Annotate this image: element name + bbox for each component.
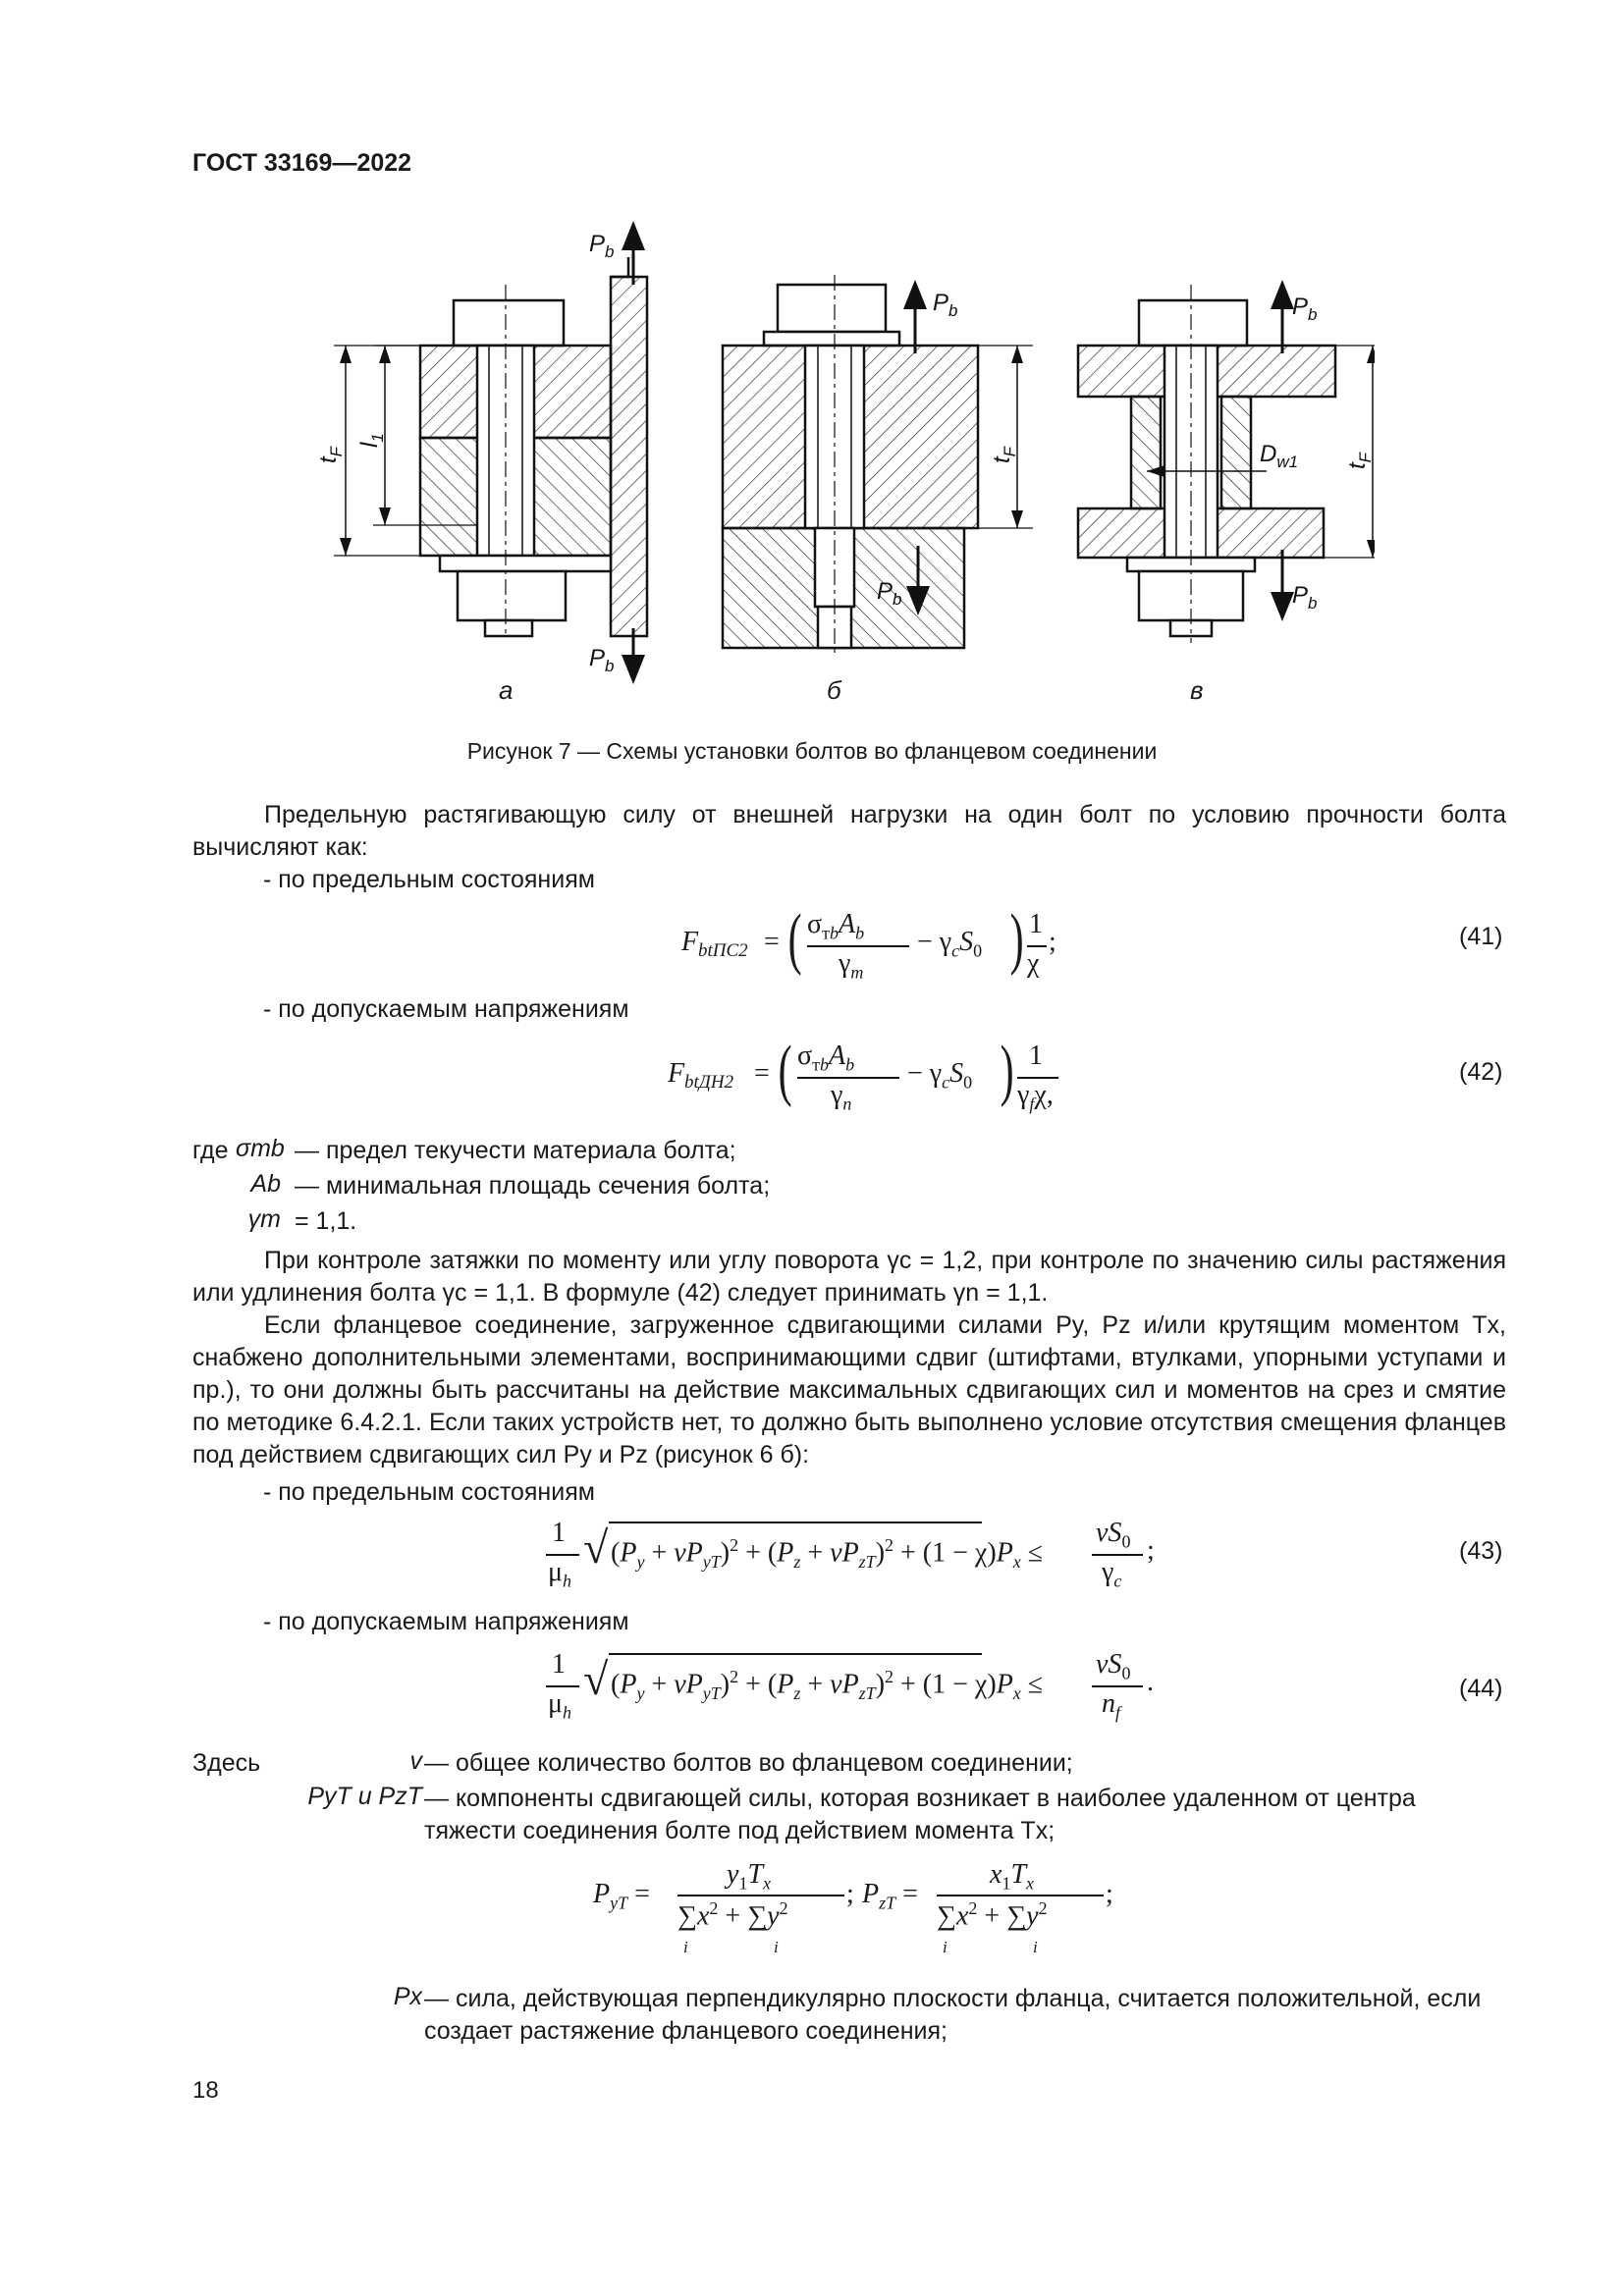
subfigure-label-v: в <box>1190 675 1204 705</box>
paragraph-shear: Если фланцевое соединение, загруженное сдвигающими силами Py, Pz и/или крутящим моментом Tx, снабжено дополнительными элементами, воспринимающими сдвиг (штифтами, втулками, упорными уступами и пр.), то они должны быть рассчитаны на действие максимальных сдвигающих сил и моментов на срез и смятие по методике 6.4.2.1. Если таких устройств нет, то должно быть выполнено условие отсутствия смещения фланцев под действием сдвигающих сил Py и Pz (рисунок 6 б): <box>192 1311 1506 1468</box>
label-pb-v-bottom: $P_b$ <box>1292 582 1318 613</box>
equation-42: F btДН2 = ( $\sigma_{тb}A_b$ $\gamma_n$ − $\gamma_cS_0$ ) 1 $\gamma_f\chi$, <box>668 1041 1060 1115</box>
label-tf-b: $t_F$ <box>989 446 1019 463</box>
where-sym-1: Ab <box>250 1170 281 1198</box>
subfigure-v <box>1078 285 1375 643</box>
equation-number-44: (44) <box>1459 1675 1503 1702</box>
here-text-0: — общее количество болтов во фланцевом соединении; <box>424 1749 1073 1777</box>
where-text-1: — минимальная площадь сечения болта; <box>295 1172 771 1200</box>
paragraph-intro: Предельную растягивающую силу от внешней нагрузки на один болт по условию прочности болта вычисляют как: <box>192 801 1506 861</box>
label-dw1: $D_{w1}$ <box>1260 441 1299 471</box>
equation-44: 1 $\mu_h$ √ $(P_y + vP_{yT})^2 + (P_z + vP_{zT})^2 + (1 - \chi)P_x$ ≤ $vS_0$ $n_f$ . <box>548 1649 1154 1723</box>
label-l1-a: $l_1$ <box>356 433 387 448</box>
equation-number-43: (43) <box>1459 1537 1503 1565</box>
list-item-limit-states-2: - по предельным состояниям <box>263 1478 595 1506</box>
label-tf-v: $t_F$ <box>1344 452 1375 469</box>
equation-number-42: (42) <box>1459 1058 1503 1086</box>
here-sym-0: v <box>409 1747 422 1775</box>
figure-bolt-schemes <box>295 221 1375 712</box>
label-pb-a-top: $P_b$ <box>589 231 615 261</box>
equation-number-41: (41) <box>1459 923 1503 950</box>
here-intro: Здесь <box>192 1749 261 1777</box>
label-pb-b-top: $P_b$ <box>933 290 958 320</box>
label-pb-a-bottom: $P_b$ <box>589 645 615 675</box>
equation-pyt-pzt: $P_{yT}$ = $y_1T_x$ $\sum x^2 + \sum y^2$ i i ; $P_{zT}$ = $x_1T_x$ $\sum x^2 + \sum y^2$ i i ; <box>593 1859 1113 1956</box>
where-intro: где <box>192 1137 229 1164</box>
label-pb-v-top: $P_b$ <box>1292 294 1318 324</box>
paragraph-tightening: При контроле затяжки по моменту или углу поворота γc = 1,2, при контроле по значению силы растяжения или удлинения болта γc = 1,1. В формуле (42) следует принимать γn = 1,1. <box>192 1247 1506 1307</box>
list-item-allowable-stress-2: - по допускаемым напряжениям <box>263 1608 629 1635</box>
here-text-2: — сила, действующая перпендикулярно плоскости фланца, считается положительной, если создает растяжение фланцевого соединения; <box>424 1985 1482 2045</box>
equation-41: F btПС2 = ( $\sigma_{тb}A_b$ $\gamma_m$ − $\gamma_cS_0$ ) 1 χ ; <box>681 901 1056 983</box>
equation-43: 1 $\mu_h$ √ $(P_y + vP_{yT})^2 + (P_z + vP_{zT})^2 + (1 - \chi)P_x$ ≤ $vS_0$ $\gamma_c$ ; <box>548 1518 1155 1591</box>
subfigure-a <box>334 236 647 669</box>
list-item-limit-states: - по предельным состояниям <box>263 866 595 893</box>
here-sym-2: Px <box>393 1983 422 2010</box>
document-header: ГОСТ 33169—2022 <box>192 149 412 177</box>
figure-caption: Рисунок 7 — Схемы установки болтов во фланцевом соединении <box>466 738 1158 764</box>
here-text-1: — компоненты сдвигающей силы, которая возникает в наиболее удаленном от центра тяжести соединения болте под действием момента Tx; <box>424 1785 1416 1844</box>
where-sym-2: γm <box>247 1205 281 1233</box>
where-sym-0: σтb <box>236 1135 285 1162</box>
subfigure-label-a: а <box>499 675 514 705</box>
page-number: 18 <box>192 2077 219 2104</box>
subfigure-label-b: б <box>827 675 841 705</box>
list-item-allowable-stress: - по допускаемым напряжениям <box>263 995 629 1023</box>
where-text-2: = 1,1. <box>295 1207 357 1235</box>
label-pb-b-bottom: $P_b$ <box>877 578 902 609</box>
where-text-0: — предел текучести материала болта; <box>295 1137 736 1164</box>
label-tf-a: $t_F$ <box>315 446 346 463</box>
here-sym-1: PyT и PzT <box>307 1783 422 1810</box>
